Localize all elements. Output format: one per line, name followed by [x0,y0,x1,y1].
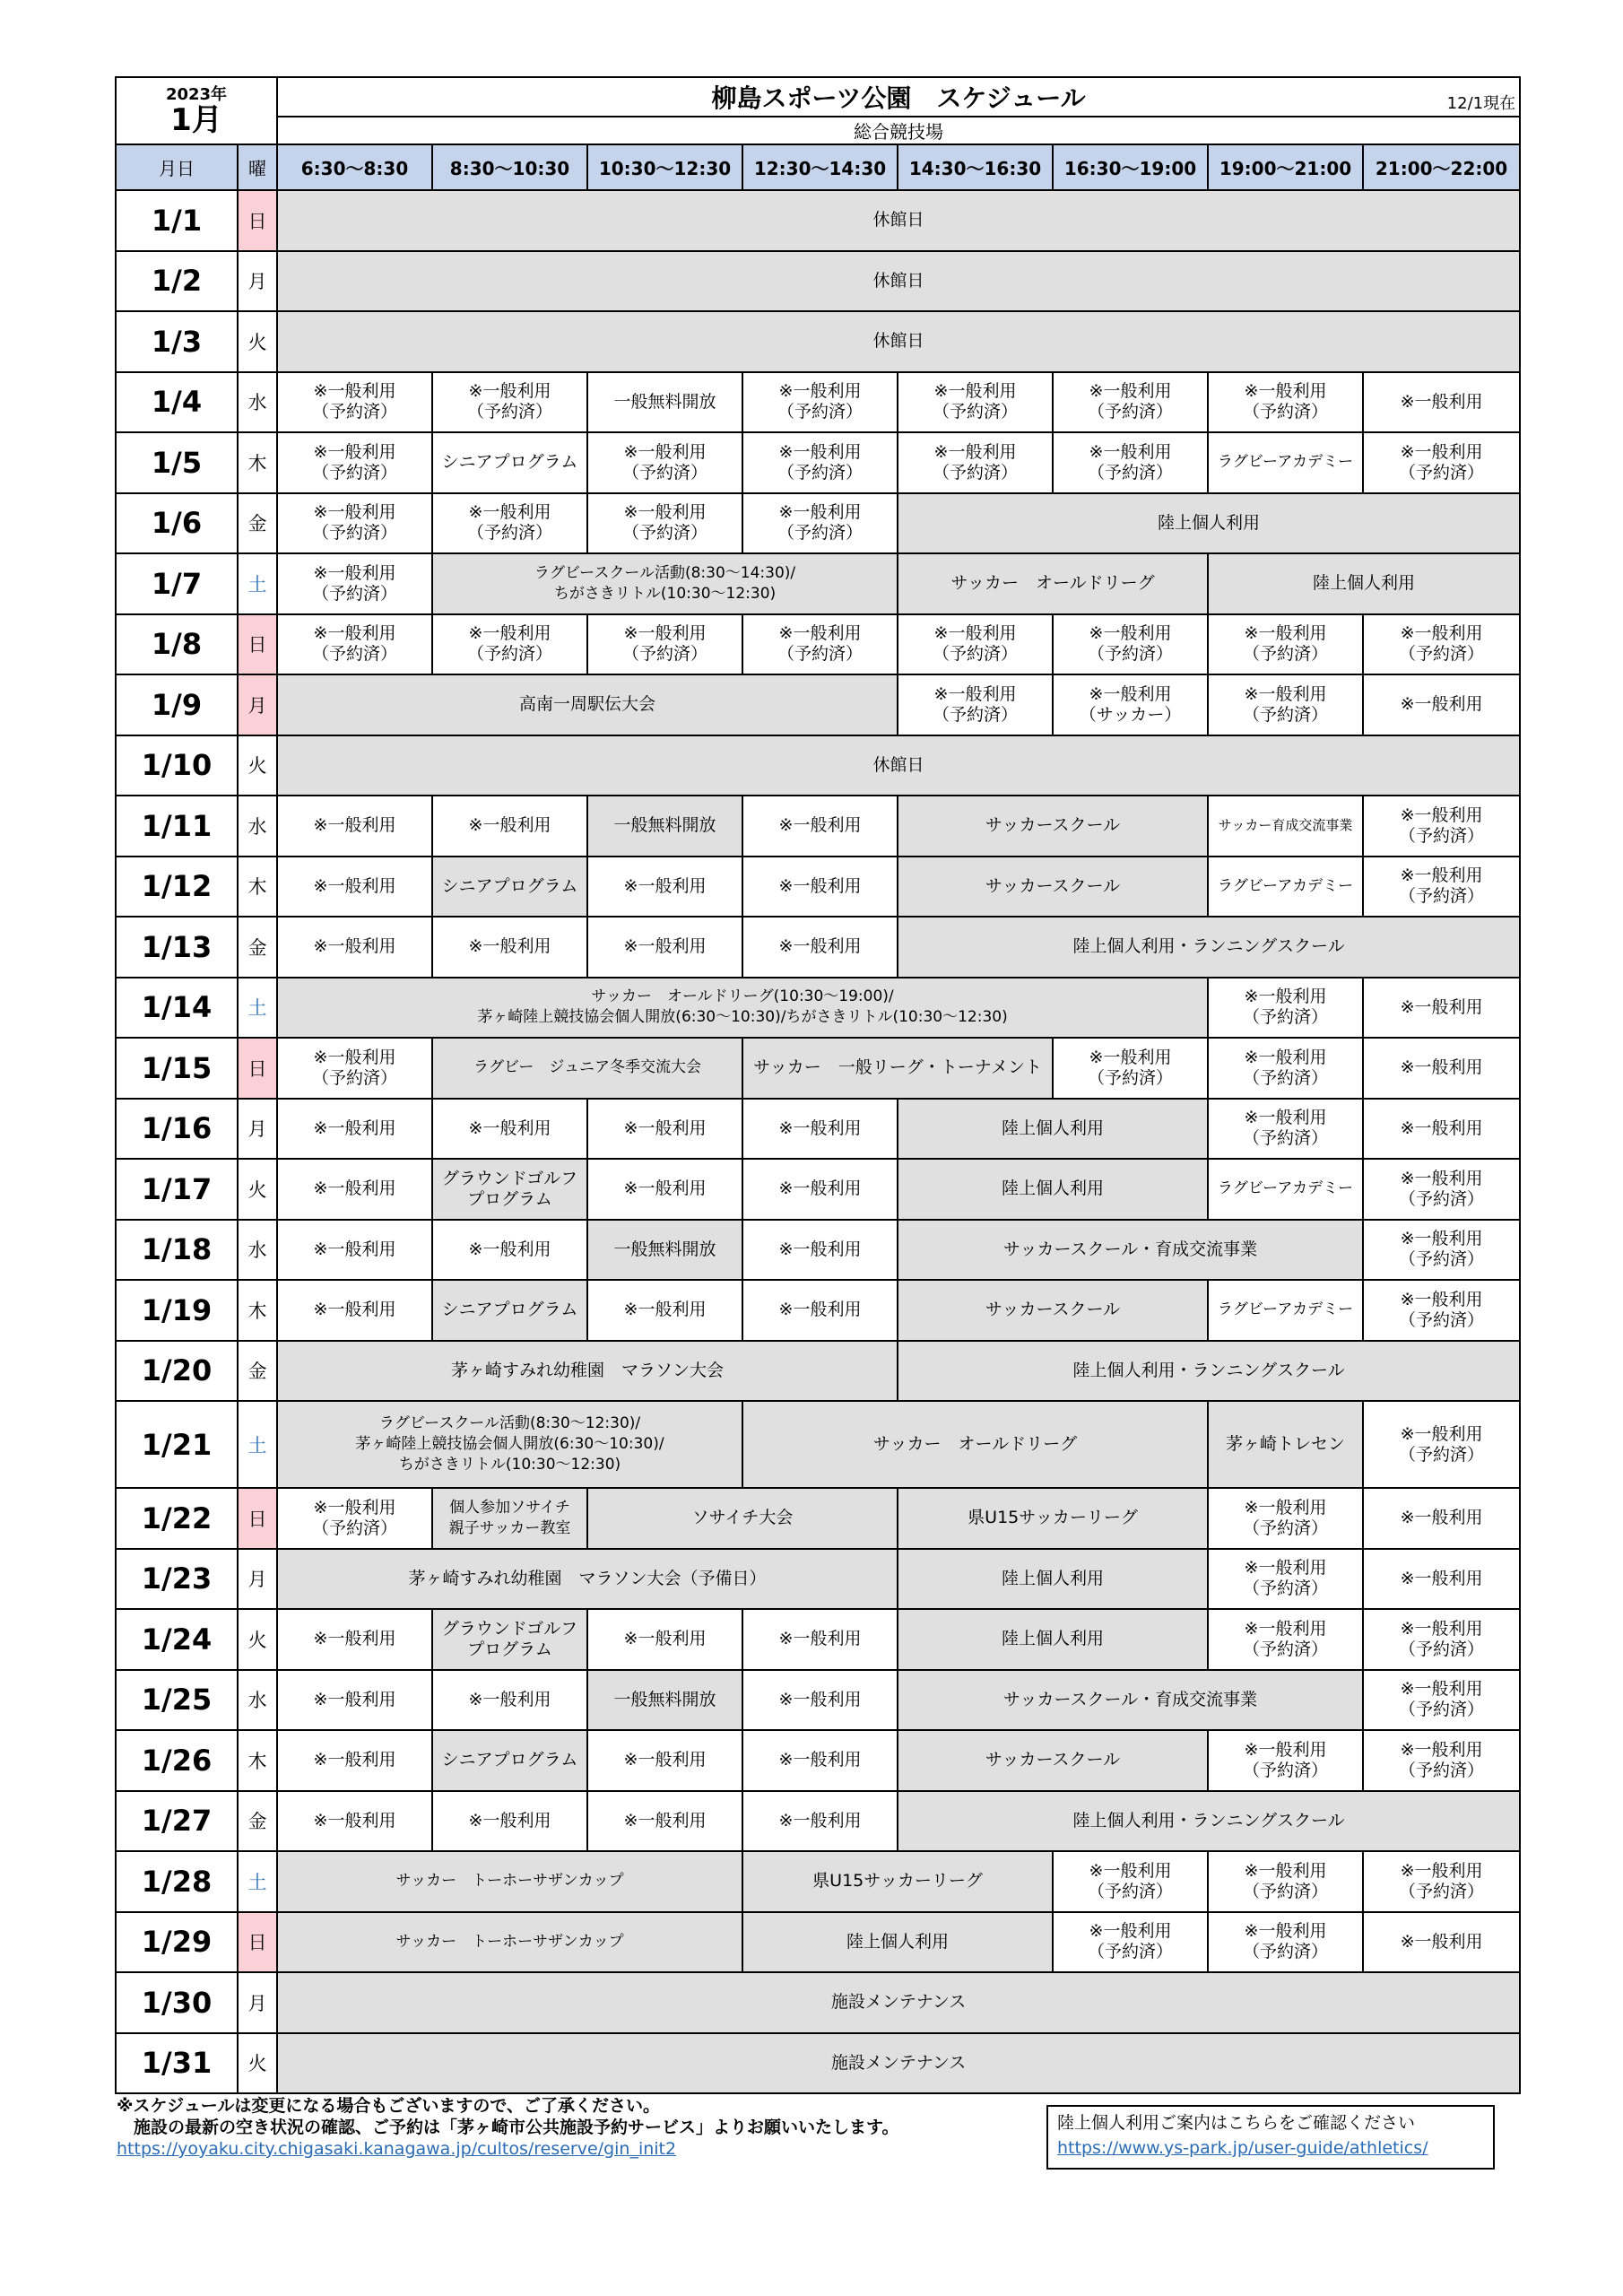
slot-cell: ※一般利用 （予約済） [277,1038,432,1099]
slot-cell: 茅ヶ崎すみれ幼稚園 マラソン大会（予備日） [277,1549,898,1610]
schedule-row [116,917,1520,978]
slot-cell: 陸上個人利用 [898,1159,1208,1220]
date-cell: 1/5 [116,432,238,493]
slot-cell: ※一般利用 [1363,1038,1520,1099]
weekday-cell: 木 [238,432,277,493]
slot-cell: ※一般利用 [587,1791,742,1852]
slot-cell: ※一般利用 （予約済） [1208,372,1363,433]
year-month-cell [116,77,277,144]
slot-cell: ※一般利用 [742,1730,898,1791]
slot-cell: ※一般利用 （予約済） [742,493,898,554]
weekday-cell: 月 [238,674,277,735]
column-header: 19:00～21:00 [1208,144,1363,190]
slot-cell: ※一般利用 [587,1609,742,1670]
slot-cell: ※一般利用 [277,1791,432,1852]
slot-cell: サッカー オールドリーグ [742,1401,1208,1488]
slot-cell: ※一般利用 （予約済） [1208,614,1363,675]
date-cell: 1/18 [116,1220,238,1281]
weekday-cell: 火 [238,735,277,796]
reservation-link[interactable]: https://yoyaku.city.chigasaki.kanagawa.jp/cultos/reserve/gin_init2 [117,2139,677,2159]
slot-cell: ※一般利用 （予約済） [1363,1401,1520,1488]
slot-cell: サッカースクール [898,796,1208,857]
schedule-row [116,1341,1520,1402]
date-cell: 1/16 [116,1099,238,1160]
weekday-cell: 水 [238,796,277,857]
weekday-cell: 月 [238,1972,277,2033]
date-cell: 1/4 [116,372,238,433]
slot-cell: ※一般利用 （予約済） [1053,372,1208,433]
footer-notes [117,2095,898,2160]
slot-cell: 県U15サッカーリーグ [742,1851,1053,1912]
schedule-sheet [115,76,1521,2094]
slot-cell: ※一般利用 （予約済） [432,372,587,433]
slot-cell: 施設メンテナンス [277,1972,1520,2033]
slot-cell: ※一般利用 （予約済） [1208,978,1363,1039]
weekday-cell: 月 [238,1549,277,1610]
schedule-row [116,1038,1520,1099]
schedule-row [116,1791,1520,1852]
schedule-row [116,553,1520,614]
slot-cell: ※一般利用 （予約済） [1363,857,1520,918]
column-header: 21:00～22:00 [1363,144,1520,190]
slot-cell: 一般無料開放 [587,1670,742,1731]
slot-cell: ※一般利用 [1363,1549,1520,1610]
date-cell: 1/3 [116,311,238,372]
date-cell: 1/20 [116,1341,238,1402]
slot-cell: サッカースクール・育成交流事業 [898,1220,1363,1281]
slot-cell: 陸上個人利用 [898,493,1520,554]
slot-cell: シニアプログラム [432,1730,587,1791]
slot-cell: ※一般利用 （予約済） [277,432,432,493]
date-cell: 1/28 [116,1851,238,1912]
slot-cell: ※一般利用 （予約済） [1208,674,1363,735]
slot-cell: ※一般利用 （予約済） [1208,1730,1363,1791]
slot-cell: ※一般利用 （予約済） [1363,614,1520,675]
schedule-row [116,735,1520,796]
weekday-cell: 土 [238,978,277,1039]
weekday-cell: 水 [238,1220,277,1281]
date-cell: 1/14 [116,978,238,1039]
date-cell: 1/13 [116,917,238,978]
weekday-cell: 木 [238,857,277,918]
schedule-table [115,76,1521,2094]
slot-cell: ※一般利用 [1363,978,1520,1039]
slot-cell: ※一般利用 （予約済） [277,493,432,554]
slot-cell: ※一般利用 （予約済） [898,372,1053,433]
slot-cell: サッカー オールドリーグ(10:30～19:00)/ 茅ヶ崎陸上競技協会個人開放(6:30～10:30)/ちがさきリトル(10:30～12:30) [277,978,1208,1039]
slot-cell: ※一般利用 [277,1099,432,1160]
slot-cell: サッカー育成交流事業 [1208,796,1363,857]
slot-cell: ※一般利用 （予約済） [1363,1609,1520,1670]
slot-cell: ラグビースクール活動(8:30～14:30)/ ちがさきリトル(10:30～12:30) [432,553,898,614]
slot-cell: ラグビーアカデミー [1208,1159,1363,1220]
slot-cell: ラグビーアカデミー [1208,857,1363,918]
slot-cell: サッカースクール [898,857,1208,918]
slot-cell: ※一般利用 （予約済） [742,614,898,675]
weekday-cell: 火 [238,311,277,372]
slot-cell: サッカースクール・育成交流事業 [898,1670,1363,1731]
weekday-cell: 金 [238,917,277,978]
slot-cell: ラグビーアカデミー [1208,1280,1363,1341]
weekday-cell: 月 [238,251,277,312]
schedule-row [116,1609,1520,1670]
slot-cell: ※一般利用 [277,857,432,918]
slot-cell: ※一般利用 [277,1670,432,1731]
slot-cell: ※一般利用 [587,1159,742,1220]
weekday-cell: 木 [238,1280,277,1341]
date-cell: 1/22 [116,1488,238,1549]
slot-cell: 陸上個人利用・ランニングスクール [898,1341,1520,1402]
schedule-row [116,372,1520,433]
schedule-row [116,1488,1520,1549]
column-header: 12:30～14:30 [742,144,898,190]
slot-cell: ※一般利用 [432,1099,587,1160]
slot-cell: ラグビーアカデミー [1208,432,1363,493]
schedule-row [116,1401,1520,1488]
slot-cell: ※一般利用 （予約済） [1363,1220,1520,1281]
athletics-info-link[interactable]: https://www.ys-park.jp/user-guide/athletics/ [1057,2138,1428,2158]
weekday-cell: 日 [238,1488,277,1549]
weekday-cell: 金 [238,1341,277,1402]
slot-cell: ※一般利用 [277,917,432,978]
weekday-cell: 火 [238,2033,277,2094]
schedule-row [116,1730,1520,1791]
weekday-cell: 日 [238,190,277,251]
slot-cell: ※一般利用 （予約済） [1363,1280,1520,1341]
date-cell: 1/29 [116,1912,238,1973]
slot-cell: ※一般利用 （予約済） [587,614,742,675]
slot-cell: ※一般利用 [432,1220,587,1281]
slot-cell: シニアプログラム [432,857,587,918]
date-cell: 1/23 [116,1549,238,1610]
slot-cell: 県U15サッカーリーグ [898,1488,1208,1549]
schedule-row [116,674,1520,735]
weekday-cell: 木 [238,1730,277,1791]
slot-cell: 一般無料開放 [587,796,742,857]
slot-cell: サッカー 一般リーグ・トーナメント [742,1038,1053,1099]
date-cell: 1/12 [116,857,238,918]
slot-cell: ※一般利用 （予約済） [1053,614,1208,675]
slot-cell: ※一般利用 （予約済） [277,553,432,614]
slot-cell: ※一般利用 （予約済） [742,432,898,493]
date-cell: 1/26 [116,1730,238,1791]
slot-cell: ※一般利用 （予約済） [432,493,587,554]
weekday-cell: 金 [238,493,277,554]
schedule-title: 柳島スポーツ公園 スケジュール [711,83,1086,113]
slot-cell: ※一般利用 （予約済） [1053,432,1208,493]
slot-cell: 陸上個人利用 [898,1609,1208,1670]
slot-cell: ※一般利用 （予約済） [1208,1099,1363,1160]
slot-cell: ※一般利用 [1363,1912,1520,1973]
venue-name: 総合競技場 [277,117,1520,144]
slot-cell: ※一般利用 [742,1220,898,1281]
slot-cell: ※一般利用 [587,917,742,978]
slot-cell: 茅ヶ崎トレセン [1208,1401,1363,1488]
athletics-info-text: 陸上個人利用ご案内はこちらをご確認ください [1057,2113,1416,2133]
weekday-cell: 火 [238,1159,277,1220]
slot-cell: ※一般利用 [742,1159,898,1220]
column-header: 曜 [238,144,277,190]
schedule-title-cell [277,77,1520,117]
date-cell: 1/7 [116,553,238,614]
slot-cell: ※一般利用 （予約済） [1208,1851,1363,1912]
slot-cell: ※一般利用 （予約済） [1363,1159,1520,1220]
slot-cell: ※一般利用 [742,917,898,978]
slot-cell: ※一般利用 [587,857,742,918]
schedule-row [116,978,1520,1039]
date-cell: 1/27 [116,1791,238,1852]
slot-cell: ※一般利用 （予約済） [898,432,1053,493]
slot-cell: ラグビースクール活動(8:30～12:30)/ 茅ヶ崎陸上競技協会個人開放(6:30～10:30)/ ちがさきリトル(10:30～12:30) [277,1401,742,1488]
column-header: 8:30～10:30 [432,144,587,190]
schedule-row [116,251,1520,312]
slot-cell: 陸上個人利用 [1208,553,1520,614]
date-cell: 1/2 [116,251,238,312]
date-cell: 1/24 [116,1609,238,1670]
slot-cell: ※一般利用 [277,1609,432,1670]
slot-cell: サッカースクール [898,1280,1208,1341]
date-cell: 1/19 [116,1280,238,1341]
slot-cell: 陸上個人利用・ランニングスクール [898,1791,1520,1852]
slot-cell: ※一般利用 （予約済） [1363,1851,1520,1912]
date-cell: 1/31 [116,2033,238,2094]
slot-cell: グラウンドゴルフ プログラム [432,1159,587,1220]
slot-cell: ※一般利用 （予約済） [587,493,742,554]
slot-cell: ※一般利用 （予約済） [1208,1549,1363,1610]
slot-cell: ※一般利用 （予約済） [432,614,587,675]
slot-cell: ※一般利用 （サッカー） [1053,674,1208,735]
slot-cell: 高南一周駅伝大会 [277,674,898,735]
slot-cell: ※一般利用 [277,1159,432,1220]
slot-cell: 休館日 [277,251,1520,312]
slot-cell: ※一般利用 [1363,372,1520,433]
slot-cell: ※一般利用 [432,917,587,978]
slot-cell: ※一般利用 （予約済） [1053,1912,1208,1973]
date-cell: 1/1 [116,190,238,251]
schedule-row [116,432,1520,493]
slot-cell: ※一般利用 [742,796,898,857]
column-header: 14:30～16:30 [898,144,1053,190]
slot-cell: 陸上個人利用 [742,1912,1053,1973]
date-cell: 1/6 [116,493,238,554]
slot-cell: ※一般利用 [432,1791,587,1852]
month-label: 1月 [170,101,222,138]
slot-cell: ※一般利用 （予約済） [1363,796,1520,857]
slot-cell: サッカー トーホーサザンカップ [277,1851,742,1912]
weekday-cell: 日 [238,1912,277,1973]
slot-cell: 一般無料開放 [587,372,742,433]
slot-cell: ※一般利用 [587,1730,742,1791]
schedule-row [116,857,1520,918]
slot-cell: ※一般利用 （予約済） [1053,1038,1208,1099]
slot-cell: 個人参加ソサイチ 親子サッカー教室 [432,1488,587,1549]
schedule-row [116,1280,1520,1341]
slot-cell: ※一般利用 [742,1670,898,1731]
schedule-row [116,1159,1520,1220]
year-label: 2023年 [165,84,228,104]
slot-cell: ラグビー ジュニア冬季交流大会 [432,1038,742,1099]
slot-cell: ※一般利用 （予約済） [277,372,432,433]
schedule-row [116,614,1520,675]
weekday-cell: 火 [238,1609,277,1670]
column-header-row [116,144,1520,190]
slot-cell: ※一般利用 （予約済） [1208,1609,1363,1670]
schedule-change-note: ※スケジュールは変更になる場合もございますので、ご了承ください。 [117,2096,660,2116]
slot-cell: サッカー トーホーサザンカップ [277,1912,742,1973]
weekday-cell: 月 [238,1099,277,1160]
weekday-cell: 土 [238,553,277,614]
slot-cell: ※一般利用 [587,1099,742,1160]
slot-cell: 施設メンテナンス [277,2033,1520,2094]
slot-cell: ※一般利用 （予約済） [1208,1488,1363,1549]
slot-cell: ※一般利用 [432,1670,587,1731]
schedule-row [116,1972,1520,2033]
date-cell: 1/8 [116,614,238,675]
slot-cell: ※一般利用 （予約済） [898,674,1053,735]
slot-cell: ※一般利用 [742,1791,898,1852]
column-header: 6:30～8:30 [277,144,432,190]
weekday-cell: 金 [238,1791,277,1852]
slot-cell: ※一般利用 [277,1730,432,1791]
date-cell: 1/30 [116,1972,238,2033]
schedule-row [116,1670,1520,1731]
schedule-row [116,1549,1520,1610]
slot-cell: ※一般利用 （予約済） [1363,432,1520,493]
slot-cell: ソサイチ大会 [587,1488,898,1549]
date-cell: 1/17 [116,1159,238,1220]
slot-cell: ※一般利用 [742,1099,898,1160]
slot-cell: 休館日 [277,735,1520,796]
slot-cell: ※一般利用 [587,1280,742,1341]
slot-cell: 陸上個人利用 [898,1099,1208,1160]
schedule-row [116,2033,1520,2094]
date-cell: 1/21 [116,1401,238,1488]
date-cell: 1/9 [116,674,238,735]
slot-cell: ※一般利用 （予約済） [898,614,1053,675]
slot-cell: ※一般利用 [742,857,898,918]
slot-cell: シニアプログラム [432,1280,587,1341]
slot-cell: 陸上個人利用 [898,1549,1208,1610]
athletics-info-box [1046,2105,1495,2170]
slot-cell: ※一般利用 （予約済） [1208,1912,1363,1973]
slot-cell: ※一般利用 [432,796,587,857]
weekday-cell: 水 [238,372,277,433]
slot-cell: ※一般利用 [742,1609,898,1670]
date-cell: 1/15 [116,1038,238,1099]
slot-cell: ※一般利用 （予約済） [1208,1038,1363,1099]
schedule-row [116,493,1520,554]
slot-cell: ※一般利用 [277,1280,432,1341]
column-header: 10:30～12:30 [587,144,742,190]
slot-cell: ※一般利用 [742,1280,898,1341]
schedule-row [116,1220,1520,1281]
slot-cell: ※一般利用 （予約済） [1053,1851,1208,1912]
slot-cell: シニアプログラム [432,432,587,493]
slot-cell: 休館日 [277,311,1520,372]
slot-cell: ※一般利用 （予約済） [1363,1670,1520,1731]
slot-cell: 休館日 [277,190,1520,251]
slot-cell: ※一般利用 （予約済） [742,372,898,433]
weekday-cell: 土 [238,1401,277,1488]
slot-cell: 一般無料開放 [587,1220,742,1281]
slot-cell: グラウンドゴルフ プログラム [432,1609,587,1670]
weekday-cell: 土 [238,1851,277,1912]
slot-cell: ※一般利用 （予約済） [277,1488,432,1549]
slot-cell: サッカー オールドリーグ [898,553,1208,614]
date-cell: 1/11 [116,796,238,857]
schedule-row [116,1099,1520,1160]
slot-cell: 陸上個人利用・ランニングスクール [898,917,1520,978]
slot-cell: ※一般利用 [1363,674,1520,735]
slot-cell: ※一般利用 [277,796,432,857]
date-cell: 1/10 [116,735,238,796]
schedule-row [116,1912,1520,1973]
weekday-cell: 水 [238,1670,277,1731]
slot-cell: ※一般利用 （予約済） [1363,1730,1520,1791]
as-of-date: 12/1現在 [1446,94,1516,113]
schedule-row [116,1851,1520,1912]
date-cell: 1/25 [116,1670,238,1731]
slot-cell: ※一般利用 [1363,1099,1520,1160]
weekday-cell: 日 [238,614,277,675]
schedule-row [116,190,1520,251]
reservation-note: 施設の最新の空き状況の確認、ご予約は「茅ヶ崎市公共施設予約サービス」よりお願いいたします。 [117,2118,899,2137]
column-header: 月日 [116,144,238,190]
slot-cell: ※一般利用 [1363,1488,1520,1549]
column-header: 16:30～19:00 [1053,144,1208,190]
schedule-row [116,796,1520,857]
weekday-cell: 日 [238,1038,277,1099]
slot-cell: サッカースクール [898,1730,1208,1791]
slot-cell: ※一般利用 （予約済） [277,614,432,675]
slot-cell: ※一般利用 （予約済） [587,432,742,493]
slot-cell: 茅ヶ崎すみれ幼稚園 マラソン大会 [277,1341,898,1402]
slot-cell: ※一般利用 [277,1220,432,1281]
schedule-row [116,311,1520,372]
